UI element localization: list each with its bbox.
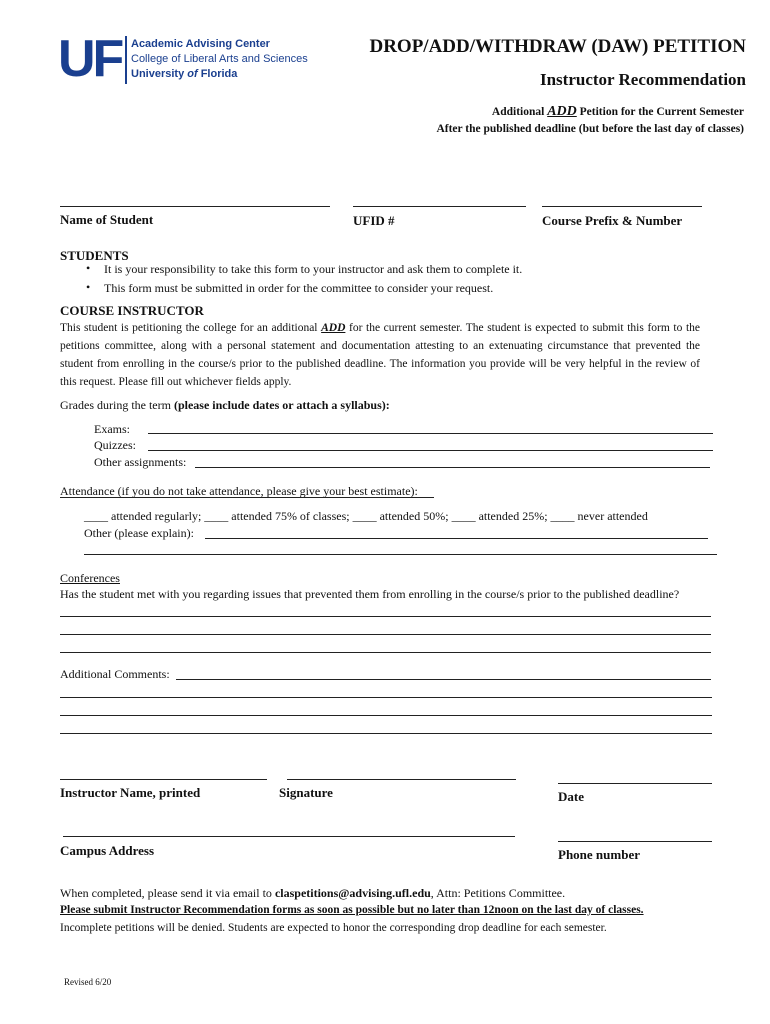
incomplete-warning: Incomplete petitions will be denied. Students are expected to honor the corresponding drop deadline for each semester. [60,922,607,934]
logo-line-3: University of Florida [131,68,238,80]
logo-letters: UF [58,30,122,88]
student-name-label: Name of Student [60,212,154,227]
exams-label: Exams: [94,422,130,436]
conferences-heading: Conferences [60,571,120,585]
instructor-paragraph: This student is petitioning the college for an additional ADD for the current semester. The student is expected to submit this form to the petitions committee, along with a personal statement and documentation attesting to an extenuating circumstance that prevented the student from enrolling in the course/s prior to the published deadline. The information you provide will be very helpful in the review of this request. Please fill out whichever fields apply. [60,322,701,388]
petitions-email[interactable]: claspetitions@advising.ufl.edu [274,886,431,900]
quizzes-label: Quizzes: [94,438,136,452]
petition-type: Additional ADD Petition for the Current Semester [491,104,744,119]
other-assignments-field[interactable] [195,467,710,468]
attendance-heading: Attendance (if you do not take attendance, please give your best estimate): [60,484,418,498]
students-heading: STUDENTS [60,248,129,263]
course-field[interactable] [542,206,702,207]
comments-label: Additional Comments: [60,667,170,681]
phone-field[interactable] [558,841,712,842]
attendance-other-field-2[interactable] [84,554,717,555]
instructor-name-field[interactable] [60,779,267,780]
date-label: Date [558,789,584,804]
revision-note: Revised 6/20 [64,977,112,987]
ufid-field[interactable] [353,206,526,207]
instructor-heading: COURSE INSTRUCTOR [60,303,204,318]
attendance-options[interactable]: ____ attended regularly; ____ attended 75% of classes; ____ attended 50%; ____ attended 25%; ____ never attended [84,509,648,523]
course-label: Course Prefix & Number [542,213,683,228]
comments-line-1[interactable] [176,679,711,680]
logo-divider [125,36,127,84]
conferences-question: Has the student met with you regarding issues that prevented them from enrolling in the course/s prior to the published deadline? [60,587,680,601]
phone-label: Phone number [558,847,640,862]
bullet-icon: • [86,280,91,294]
conferences-answer-line-3[interactable] [60,652,711,653]
ufid-label: UFID # [353,213,395,228]
comments-line-4[interactable] [60,733,712,734]
student-name-field[interactable] [60,206,330,207]
form-subtitle: Instructor Recommendation [539,70,746,89]
logo-text [131,37,308,82]
form-title: DROP/ADD/WITHDRAW (DAW) PETITION [369,36,746,57]
signature-label: Signature [279,785,333,800]
campus-address-field[interactable] [63,836,515,837]
petition-window: After the published deadline (but before the last day of classes) [436,123,744,135]
bullet-icon: • [86,261,91,275]
attendance-other-label: Other (please explain): [84,526,194,540]
quizzes-field[interactable] [148,450,713,451]
logo-line-1: Academic Advising Center [131,38,270,50]
submission-deadline: Please submit Instructor Recommendation forms as soon as possible but no later than 12noon on the last day of classes. [60,904,644,916]
attendance-heading-underline [60,497,434,498]
campus-address-label: Campus Address [60,843,155,858]
instructor-name-label: Instructor Name, printed [60,785,201,800]
conferences-answer-line-1[interactable] [60,616,711,617]
comments-line-3[interactable] [60,715,712,716]
attendance-other-field[interactable] [205,538,708,539]
exams-field[interactable] [148,433,713,434]
signature-field[interactable] [287,779,516,780]
comments-line-2[interactable] [60,697,712,698]
other-assignments-label: Other assignments: [94,455,187,469]
conferences-answer-line-2[interactable] [60,634,711,635]
submission-instructions: When completed, please send it via email to claspetitions@advising.ufl.edu, Attn: Petitions Committee. [60,886,566,900]
grades-heading: Grades during the term (please include dates or attach a syllabus): [60,398,390,412]
date-field[interactable] [558,783,712,784]
students-bullet-2: This form must be submitted in order for the committee to consider your request. [104,281,494,295]
students-bullet-1: It is your responsibility to take this form to your instructor and ask them to complete it. [104,262,523,276]
logo-line-2: College of Liberal Arts and Sciences [131,53,308,65]
